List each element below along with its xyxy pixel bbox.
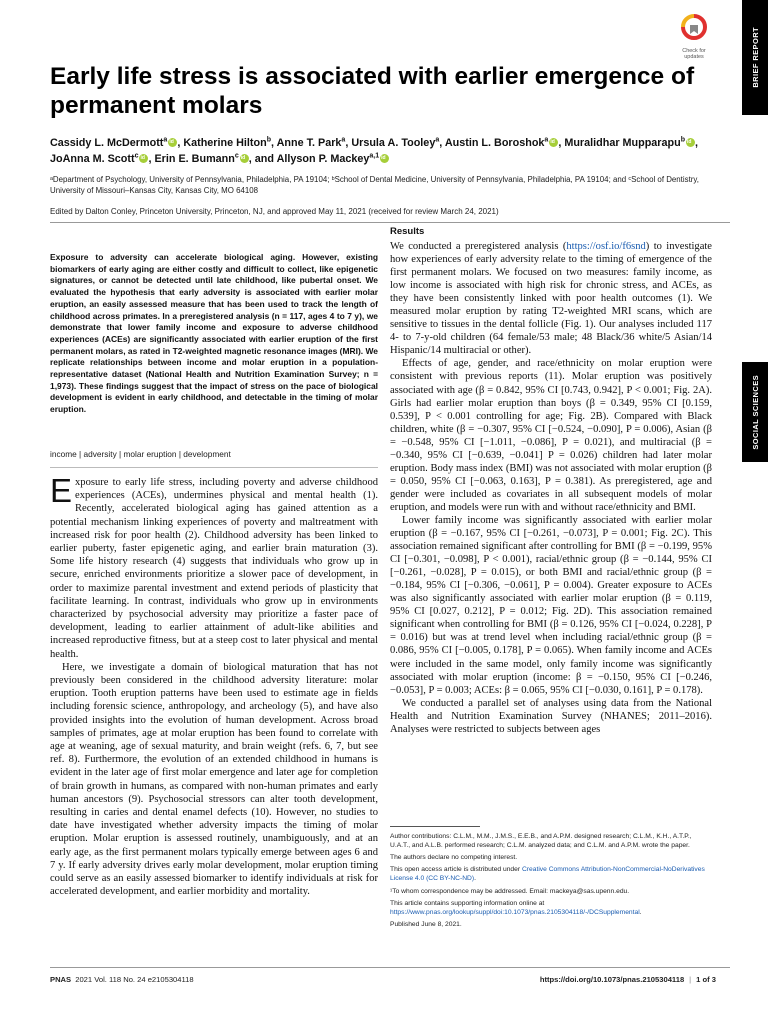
author-name: Allyson P. Mackey [276, 152, 370, 165]
author-name: Muralidhar Mupparapu [564, 137, 681, 149]
article-title: Early life stress is associated with earlier emergence of permanent molars [50, 63, 695, 119]
page-number: 1 of 3 [696, 975, 716, 984]
author-affiliation-mark: a [163, 136, 168, 144]
author-affiliation-mark: a,1 [369, 151, 380, 159]
keywords: income | adversity | molar eruption | development [50, 449, 231, 459]
author-name: JoAnna M. Scott [50, 152, 135, 165]
orcid-icon[interactable] [240, 154, 249, 163]
check-for-updates-label: Check for updates [682, 48, 706, 60]
preregistration-link[interactable]: https://osf.io/f6snd [566, 241, 646, 252]
edited-by-line: Edited by Dalton Conley, Princeton University, Princeton, NJ, and approved May 11, 2021 (received for review March 24, 2021) [50, 207, 499, 216]
header-divider [50, 222, 730, 223]
drop-cap: E [50, 472, 73, 509]
results-text [390, 240, 712, 736]
author-name: Katherine Hilton [183, 137, 267, 149]
keywords-divider [50, 467, 378, 468]
footnote-divider [390, 826, 480, 827]
results-heading: Results [390, 226, 425, 237]
affiliations: ᵃDepartment of Psychology, University of Pennsylvania, Philadelphia, PA 19104; ᵇSchool of Dental Medicine, University of Pennsylvania, Philadelphia, PA 19104; and ᶜSchool of Dentistry, University of Missouri–Kansas City, Kansas City, MO 64108 [50, 175, 699, 195]
journal-name: PNAS [50, 975, 72, 984]
section-tab-social-sciences: SOCIAL SCIENCES [742, 362, 768, 462]
intro-paragraph-1: Exposure to early life stress, including poverty and adverse childhood experiences (ACEs), undermines physical and mental health (1). Recently, accelerated biological aging has gained attention as a potential mechanism linking experiences of poverty and maltreatment with increased risk for poor health (2). Childhood adversity has been linked to earlier puberty, faster epigenetic aging, and earlier brain maturation (3). Some life history research (4) suggests that individuals who grow up in secure, enriched environments prioritize a slower pace of development, in order to maximize parental investment and extend periods of plasticity that facilitate learning. In contrast, individuals who grow up in environments characterized by psychosocial adversity may prioritize a faster pace of development, leading to earlier attainment of adult-like abilities and increased reproductive fitness, but at a steep cost to later physical and mental health. [50, 472, 378, 660]
results-paragraph-3: Lower family income was significantly associated with earlier molar eruption (β = −0.167, 95% CI [−0.261, −0.073], P = 0.001; Fig. 2C). This association remained significant after controlling for BMI (β = −0.199, 95% CI [−0.301, −0.098], P < 0.001), racial/ethnic group (β = −0.144, 95% CI [−0.261, −0.028], P = 0.015), or both BMI and racial/ethnic group (β = −0.184, 95% CI [−0.306, −0.061], P = 0.004). Greater exposure to ACEs was also significantly associated with earlier molar eruption (β = 0.119, 95% CI [0.027, 0.212], P = 0.012; Fig. 2D). This association remained significant when controlling for BMI (β = 0.126, 95% CI [−0.024, 0.228], P = 0.016) but was at trend level when including racial/ethnic group (β = 0.086, 95% CI [−0.005, 0.178], P = 0.065). When family income and ACEs were included in the same model, only family income was significantly associated with molar eruption (income: β = −0.150, 95% CI [−0.246, −0.053], P = 0.003; ACEs: β = 0.065, 95% CI [−0.030, 0.161], P = 0.178). [390, 514, 712, 696]
author-affiliation-mark: a [544, 136, 549, 144]
author-affiliation-mark: b [680, 136, 685, 144]
footer-separator: | [689, 975, 692, 984]
author-name: Anne T. Park [276, 137, 342, 149]
author-list: Cassidy L. McDermott$^a$id , Katherine Hilton$^b$, Anne T. Park$^a$, Ursula A. Tooley$^a$, Austin L. Boroshok$^a$id , Muralidhar Mupparapu$^b$id , JoAnna M. Scott$^c$id , Erin E. Bumann$^c$id , and Allyson P. Mackey$^{a,1}$id [50, 136, 730, 167]
author-contributions: Author contributions: C.L.M., M.M., J.M.S., E.E.B., and A.P.M. designed research; C.L.M., K.H., A.T.P., U.A.T., and A.L.B. performed research; C.L.M. analyzed data; and C.L.M. and A.P.M. wrote the paper. [390, 833, 692, 849]
footer-doi-page [540, 975, 716, 984]
competing-interest: The authors declare no competing interest. [390, 854, 518, 862]
author-name: Cassidy L. McDermott [50, 137, 164, 149]
author-affiliation-mark: a [435, 136, 440, 144]
author-name: Austin L. Boroshok [444, 137, 545, 149]
correspondence-note: ¹To whom correspondence may be addressed. Email: mackeya@sas.upenn.edu. [390, 887, 630, 895]
journal-citation: PNAS 2021 Vol. 118 No. 24 e2105304118 [50, 975, 194, 984]
orcid-icon[interactable] [380, 154, 389, 163]
author-affiliation-mark: c [234, 151, 239, 159]
supporting-info-link[interactable]: https://www.pnas.org/lookup/suppl/doi:10.1073/pnas.2105304118/-/DCSupplemental [390, 908, 640, 916]
results-paragraph-4: We conducted a parallel set of analyses using data from the National Health and Nutrition Examination Survey (NHANES; 2011–2016). Analyses were restricted to subjects between ages [390, 697, 712, 735]
author-name: Ursula A. Tooley [351, 137, 436, 149]
results-paragraph-1: We conducted a preregistered analysis (https://osf.io/f6snd) to investigate how experiences of early adversity relate to the timing of emergence of the first permanent molars. We focused on two measures: family income, as low income is associated with high risk for chronic stress, and ACEs, as they have been consistently linked with poor health outcomes (1). We measured molar eruption by rating T2-weighted MRI scans, which are sensitive to tissues in the dental follicle (Fig. 1). Our analyses included 117 4- to 7-y-old children (64 female/53 male; 48 Black/36 white/5 Asian/14 Hispanic/14 multiracial or other). [390, 241, 712, 357]
published-date: Published June 8, 2021. [390, 920, 462, 928]
author-affiliation-mark: a [341, 136, 346, 144]
footer-divider [50, 967, 730, 968]
author-affiliation-mark: b [266, 136, 271, 144]
supporting-info-note: This article contains supporting information online at https://www.pnas.org/lookup/suppl/doi:10.1073/pnas.2105304118/-/DCSupplemental. [390, 899, 642, 916]
abstract: Exposure to adversity can accelerate biological aging. However, existing biomarkers of early aging are either costly and difficult to collect, like epigenetic signatures, or cannot be detected until late childhood, like pubertal onset. We evaluated the hypothesis that early adversity is associated with earlier molar eruption, an easily assessed measure that has been used to track the length of childhood across primates. In a preregistered analysis (n = 117, ages 4 to 7 y), we demonstrate that lower family income and exposure to adverse childhood experiences (ACEs) are significantly associated with earlier eruption of the first permanent molars, as rated in T2-weighted magnetic resonance images (MRI). We replicate relationships between income and molar eruption in a population-representative dataset (National Health and Nutrition Examination Survey; n = 1,973). These findings suggest that the impact of stress on the pace of biological development is evident in early childhood, and detectable in the timing of molar eruption. [50, 252, 378, 415]
section-tab-brief-report: BRIEF REPORT [742, 0, 768, 115]
author-name: Erin E. Bumann [154, 152, 235, 165]
results-paragraph-2: Effects of age, gender, and race/ethnicity on molar eruption were consistent with previous reports (11). Molar eruption was positively associated with age (β = 0.842, 95% CI [0.743, 0.942], P < 0.001; Fig. 2A). Girls had earlier molar eruption than boys (β = 0.349, 95% CI [0.159, 0.539], P < 0.001 controlling for age; Fig. 2B). Compared with Black children, white (β = −0.307, 95% CI [−0.524, −0.090], P = 0.006), Asian (β = −0.548, 95% CI [−1.011, −0.086], P = 0.021), and multiracial (β = −0.340, 95% CI [−0.639, −0.041] P = 0.026) children had later molar eruption. Body mass index (BMI) was not associated with molar eruption (β = 0.050, 95% CI [−0.063, 0.163], P = 0.381). As preregistered, age and gender were included as covariates in all subsequent models of molar eruption, and models were run with and without race/ethnicity and BMI. [390, 358, 712, 513]
check-for-updates-badge[interactable] [672, 14, 716, 60]
orcid-icon[interactable] [549, 138, 558, 147]
license-link[interactable]: Creative Commons Attribution-NonCommercial-NoDerivatives License 4.0 (CC BY-NC-ND) [390, 866, 705, 883]
author-affiliation-mark: c [134, 151, 139, 159]
intro-paragraph-2: Here, we investigate a domain of biological maturation that has not previously been considered in the childhood adversity literature: molar eruption. Tooth eruption patterns have been used to estimate age in fields including forensic science, anthropology, and archeology (5), and have also provided insights into the evolution of human development. Across broad samples of primates, age at molar eruption has been found to correlate with age at weaning, age of sexual maturity, and brain weight (refs. 6, 7, but see ref. 8). Furthermore, the evolution of an extended childhood in humans is evident in the later age of first molar emergence and later age for completion of brain growth in humans, as compared with non-human primates and early human ancestors (9). Psychosocial stressors can alter tooth development, resulting in caries and dental enamel defects (10). However, no studies to date have investigated whether adversity impacts the timing of molar eruption. Molar eruption is assessed routinely, unambiguously, and at an early age, as the first permanent molars typically emerge between ages 6 and 7 y. If early adversity drives early molar development, molar eruption timing could serve as an easily assessed biomarker to identify individuals at risk for accelerated development, and earlier morbidity and mortality. [50, 661, 378, 898]
check-for-updates-icon [681, 14, 707, 42]
doi-link[interactable]: https://doi.org/10.1073/pnas.2105304118 [539, 975, 685, 984]
license-note: This open access article is distributed under Creative Commons Attribution-NonCommercial-NoDerivatives License 4.0 (CC BY-NC-ND). [390, 866, 705, 883]
orcid-icon[interactable] [686, 138, 695, 147]
introduction-text [50, 472, 378, 899]
orcid-icon[interactable] [168, 138, 177, 147]
orcid-icon[interactable] [139, 154, 148, 163]
footnotes [390, 832, 712, 932]
